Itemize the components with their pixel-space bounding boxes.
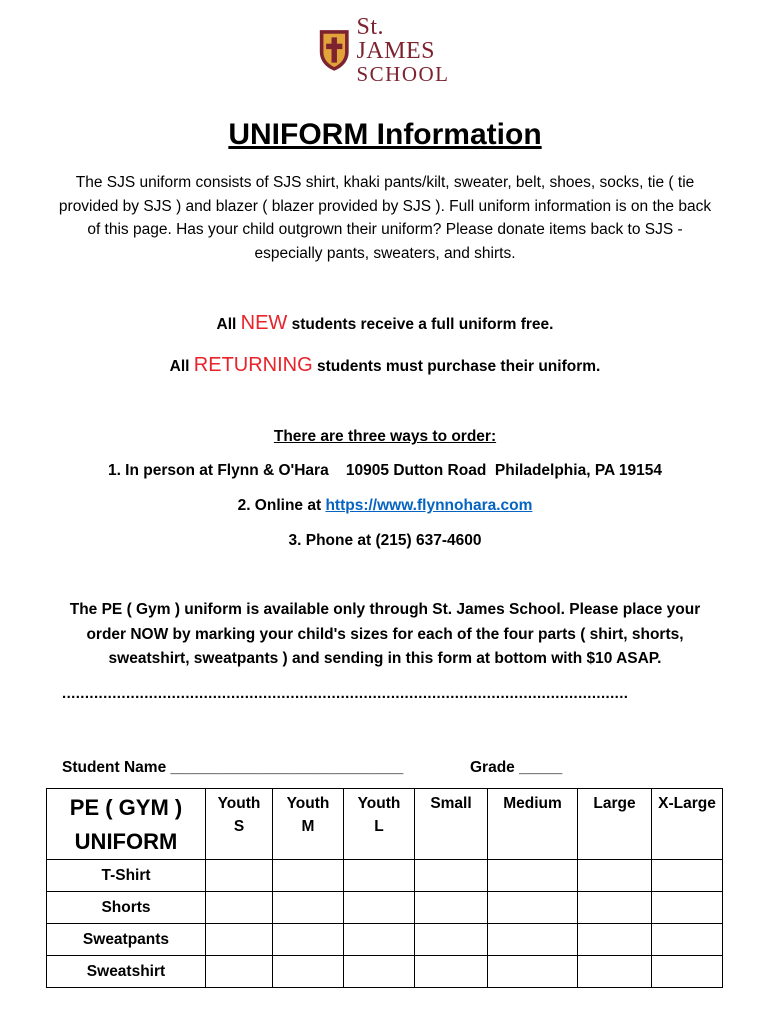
size-cell[interactable]: [578, 860, 652, 892]
cut-line-separator: ............................................................................................................................: [62, 688, 629, 700]
flynnohara-link[interactable]: https://www.flynnohara.com: [325, 497, 533, 514]
size-cell[interactable]: [652, 924, 723, 956]
new-line-pre: All: [216, 316, 241, 333]
table-row: [47, 860, 723, 892]
size-cell[interactable]: [488, 956, 578, 988]
pe-uniform-note: The PE ( Gym ) uniform is available only through St. James School. Please place your order NOW by marking your child's sizes for each of the four parts ( shirt, shorts, sweatshirt, sweatpants ) and sending in this form at bottom with $10 ASAP.: [69, 601, 701, 667]
size-header-youth-s: Youth S: [206, 789, 273, 860]
size-header-youth-l: Youth L: [344, 789, 415, 860]
new-line-post: students receive a full uniform free.: [287, 316, 554, 333]
size-cell[interactable]: [488, 924, 578, 956]
size-cell[interactable]: [344, 956, 415, 988]
new-students-line: [0, 312, 770, 335]
school-name: [356, 15, 458, 85]
order-way-phone: 3. Phone at (215) 637-4600: [288, 532, 482, 549]
row-label-sweatshirt: Sweatshirt: [47, 956, 206, 988]
size-header-large: Large: [578, 789, 652, 860]
size-cell[interactable]: [578, 924, 652, 956]
size-cell[interactable]: [415, 956, 488, 988]
returning-line-post: students must purchase their uniform.: [312, 358, 601, 375]
new-highlight: NEW: [240, 312, 288, 334]
size-cell[interactable]: [415, 860, 488, 892]
school-name-line1: St. JAMES: [356, 14, 435, 64]
size-cell[interactable]: [488, 860, 578, 892]
row-label-shorts: Shorts: [47, 892, 206, 924]
size-header-small: Small: [415, 789, 488, 860]
returning-highlight: RETURNING: [193, 354, 313, 376]
size-cell[interactable]: [488, 892, 578, 924]
size-cell[interactable]: [578, 956, 652, 988]
intro-paragraph: The SJS uniform consists of SJS shirt, khaki pants/kilt, sweater, belt, shoes, socks, tie ( tie provided by SJS ) and blazer ( blazer provided by SJS ). Full uniform information is on the back of this page. Has your child outgrown their uniform? Please donate items back to SJS - especially pants, sweaters, and shirts.: [58, 174, 712, 262]
row-label-t-shirt: T-Shirt: [47, 860, 206, 892]
size-cell[interactable]: [652, 892, 723, 924]
size-cell[interactable]: [652, 956, 723, 988]
size-cell[interactable]: [206, 924, 273, 956]
corner-line2: UNIFORM: [74, 829, 178, 854]
size-cell[interactable]: [273, 956, 344, 988]
size-cell[interactable]: [206, 860, 273, 892]
table-corner-label: [47, 789, 206, 860]
school-crest-icon: [318, 26, 350, 74]
page-title: UNIFORM Information: [228, 118, 542, 151]
school-name-line2: SCHOOL: [356, 62, 450, 86]
size-cell[interactable]: [206, 956, 273, 988]
size-cell[interactable]: [415, 924, 488, 956]
size-header-row: [47, 789, 723, 860]
size-cell[interactable]: [578, 892, 652, 924]
size-cell[interactable]: [273, 924, 344, 956]
corner-line1: PE ( GYM ): [69, 795, 183, 820]
student-name-field[interactable]: Student Name ___________________________: [62, 759, 404, 776]
order-way-in-person: 1. In person at Flynn & O'Hara 10905 Dutton Road Philadelphia, PA 19154: [107, 462, 663, 479]
size-cell[interactable]: [415, 892, 488, 924]
size-cell[interactable]: [344, 924, 415, 956]
size-cell[interactable]: [273, 892, 344, 924]
returning-line-pre: All: [169, 358, 194, 375]
size-cell[interactable]: [273, 860, 344, 892]
size-cell[interactable]: [344, 860, 415, 892]
size-header-medium: Medium: [488, 789, 578, 860]
school-logo: [318, 14, 458, 86]
size-cell[interactable]: [344, 892, 415, 924]
size-cell[interactable]: [652, 860, 723, 892]
order-way-online: [0, 497, 770, 515]
table-row: [47, 924, 723, 956]
size-header-x-large: X-Large: [652, 789, 723, 860]
grade-field[interactable]: Grade _____: [470, 759, 563, 776]
order-heading: There are three ways to order:: [273, 428, 497, 445]
row-label-sweatpants: Sweatpants: [47, 924, 206, 956]
order-online-prefix: 2. Online at: [237, 497, 326, 514]
pe-size-table: [46, 788, 723, 988]
size-header-youth-m: Youth M: [273, 789, 344, 860]
returning-students-line: [0, 354, 770, 377]
table-row: [47, 956, 723, 988]
size-cell[interactable]: [206, 892, 273, 924]
table-row: [47, 892, 723, 924]
